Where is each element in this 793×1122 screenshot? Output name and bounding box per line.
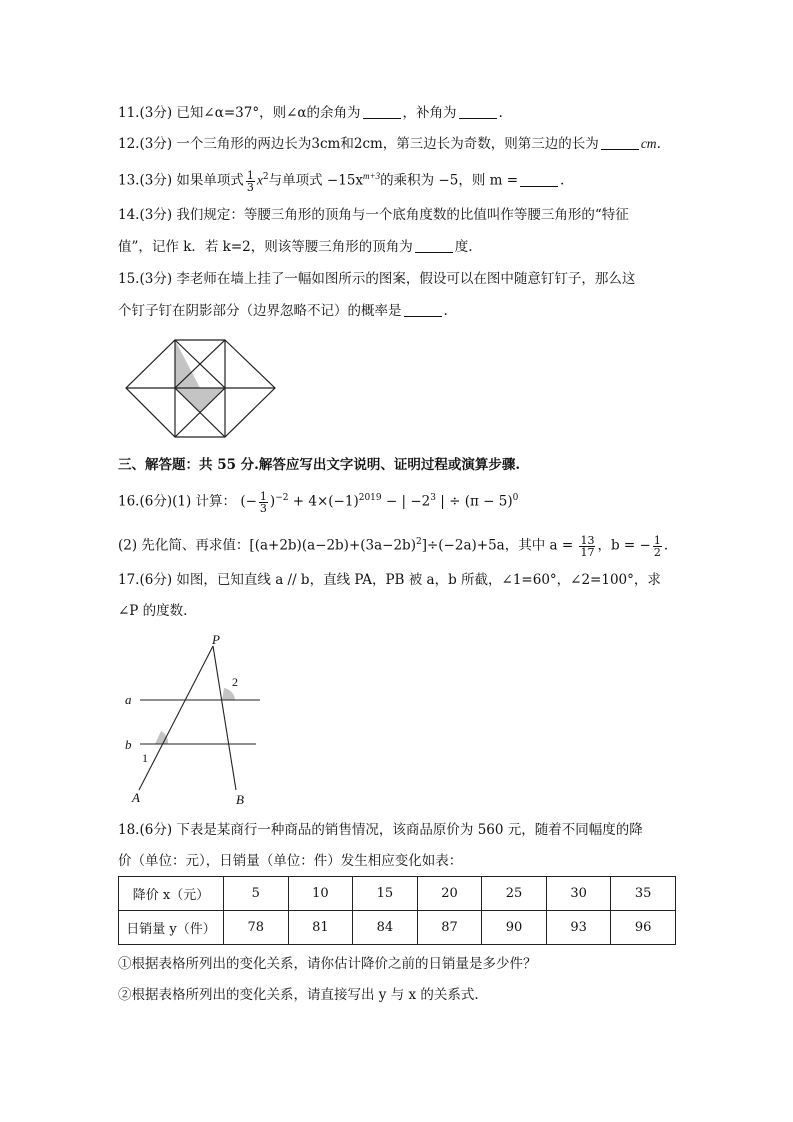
figure-lines: [139, 646, 260, 790]
table-cell: 96: [611, 911, 676, 945]
line-a-label: a: [125, 692, 132, 707]
question-14-line1: 14.(3分) 我们规定：等腰三角形的顶角与一个底角度数的比值叫作等腰三角形的“特征: [118, 207, 629, 223]
point-A-label: A: [132, 790, 140, 805]
table-row: [119, 911, 676, 945]
answer-blank[interactable]: [520, 172, 558, 187]
point-P-label: P: [212, 632, 220, 647]
table-cell: 81: [288, 911, 353, 945]
angle-2-label: 2: [232, 675, 238, 689]
fraction: $\frac{13}{17}$: [580, 533, 595, 559]
question-15-line1: 15.(3分) 李老师在墙上挂了一幅如图所示的图案，假设可以在图中随意钉钉子，那么这: [118, 271, 636, 287]
question-18-sub1: ①根据表格所列出的变化关系，请你估计降价之前的日销量是多少件？: [118, 956, 537, 972]
table-cell: 25: [482, 877, 547, 911]
table-cell: 87: [417, 911, 482, 945]
table-cell: 30: [546, 877, 611, 911]
pattern-lines: [126, 340, 275, 437]
answer-blank[interactable]: [363, 104, 401, 119]
sales-table: [118, 876, 676, 945]
point-B-label: B: [236, 792, 244, 807]
question-18-line1: 18.(6分) 下表是某商行一种商品的销售情况，该商品原价为 560 元，随着不同幅度的降: [118, 822, 643, 838]
question-12: 12.(3分) 一个三角形的两边长为3cm和2cm，第三边长为奇数，则第三边的长为 cm.: [118, 136, 661, 152]
angle-2-marker: [222, 688, 235, 700]
table-cell: 20: [417, 877, 482, 911]
row-header-price-cut: 降价 x（元）: [119, 877, 224, 911]
section-3-title: 三、解答题：共 55 分.解答应写出文字说明、证明过程或演算步骤.: [118, 457, 521, 473]
angle-1-label: 1: [142, 751, 148, 765]
table-cell: 93: [546, 911, 611, 945]
answer-blank[interactable]: [415, 238, 453, 253]
fraction: $\frac{1}{3}$: [246, 168, 254, 194]
table-cell: 10: [288, 877, 353, 911]
table-cell: 15: [353, 877, 418, 911]
question-15-line2: 个钉子钉在阴影部分（边界忽略不记）的概率是 .: [118, 303, 448, 319]
table-cell: 90: [482, 911, 547, 945]
question-11: 11.(3分) 已知∠α=37°，则∠α的余角为 ，补角为 .: [118, 105, 503, 121]
line-b-label: b: [125, 737, 132, 752]
table-cell: 35: [611, 877, 676, 911]
table-cell: 78: [224, 911, 289, 945]
question-16-part2: (2) 先化简、再求值：$[(a+2b)(a-2b)+(3a-2b)^2]\div(-2a)+5a$，其中 a = $\frac{13}{17}$ ，b = − $\frac{1}{2}$ .: [118, 533, 669, 559]
answer-blank[interactable]: [459, 104, 497, 119]
question-18-sub2: ②根据表格所列出的变化关系，请直接写出 y 与 x 的关系式.: [118, 987, 479, 1003]
q15-pattern-figure: [118, 330, 283, 440]
table-cell: 84: [353, 911, 418, 945]
question-14-line2: 值”，记作 k．若 k=2，则该等腰三角形的顶角为 度.: [118, 239, 473, 255]
table-cell: 5: [224, 877, 289, 911]
answer-blank[interactable]: [404, 302, 442, 317]
fraction: $\frac{1}{2}$: [653, 533, 661, 559]
fraction: $\frac{1}{3}$: [259, 489, 267, 515]
question-17-line1: 17.(6分) 如图，已知直线 a // b，直线 PA，PB 被 a，b 所截，∠1=60°，∠2=100°，求: [118, 572, 661, 588]
table-row: [119, 877, 676, 911]
question-17-line2: ∠P 的度数.: [118, 603, 188, 619]
question-18-line2: 价（单位：元），日销量（单位：件）发生相应变化如表：: [118, 853, 463, 869]
answer-blank[interactable]: [601, 135, 639, 150]
shaded-region: [175, 340, 225, 412]
q17-parallel-lines-figure: [118, 632, 278, 810]
row-header-daily-sales: 日销量 y（件）: [119, 911, 224, 945]
question-13: 13.(3分) 如果单项式 $\frac{1}{3}$ $x^2$与单项式 $-15x^{m+3}$的乘积为 −5，则 m = .: [118, 168, 565, 194]
question-16-part1: 16.(6分)(1) 计算： (− $\frac{1}{3}$ )$^{-2} + 4\times(-1)^{2019}$ − | $-2^3$ | ÷ $(\pi - 5)^0$: [118, 489, 519, 515]
